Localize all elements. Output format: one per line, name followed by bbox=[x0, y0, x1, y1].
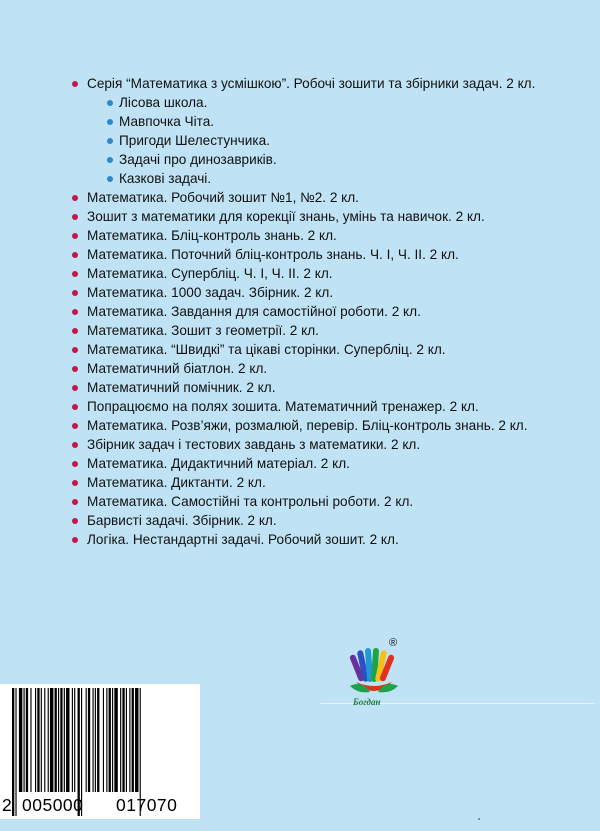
sub-list-item: Мавпочка Чіта. bbox=[87, 112, 590, 131]
barcode-bar bbox=[41, 688, 42, 792]
barcode-digits bbox=[0, 795, 200, 817]
barcode-bar bbox=[50, 688, 53, 792]
barcode-bar bbox=[129, 688, 130, 792]
barcode-bar bbox=[88, 688, 90, 792]
barcode-bar bbox=[93, 688, 94, 792]
list-item: Математика. 1000 задач. Збірник. 2 кл. bbox=[70, 283, 590, 302]
barcode-bar bbox=[86, 688, 87, 792]
barcode-group-1: 005000 bbox=[22, 795, 84, 815]
barcode-bar bbox=[66, 688, 69, 792]
list-item: Математика. Завдання для самостійної роботи. 2 кл. bbox=[70, 302, 590, 321]
barcode-bar bbox=[30, 688, 31, 792]
barcode-bar bbox=[19, 688, 22, 792]
barcode-bar bbox=[97, 688, 99, 792]
list-item: Математика. Бліц-контроль знань. 2 кл. bbox=[70, 226, 590, 245]
list-item: Математика. Зошит з геометрії. 2 кл. bbox=[70, 321, 590, 340]
barcode-bar bbox=[48, 688, 49, 792]
barcode-bar bbox=[37, 688, 39, 792]
barcode-bar bbox=[122, 688, 124, 792]
list-item: Математика. Самостійні та контрольні роботи. 2 кл. bbox=[70, 492, 590, 511]
barcode-bar bbox=[106, 688, 107, 792]
list-item: Збірник задач і тестових завдань з математики. 2 кл. bbox=[70, 435, 590, 454]
barcode-bar bbox=[64, 688, 65, 792]
barcode-bar bbox=[74, 688, 75, 792]
sub-list-item: Пригоди Шелестунчика. bbox=[87, 131, 590, 150]
list-item: Логіка. Нестандартні задачі. Робочий зошит. 2 кл. bbox=[70, 530, 590, 549]
publisher-logo bbox=[346, 637, 402, 712]
series-title: Серія “Математика з усмішкою”. Робочі зошити та збірники задач. 2 кл. bbox=[87, 76, 536, 91]
list-item: Математика. Розв’яжи, розмалюй, перевір. Бліц-контроль знань. 2 кл. bbox=[70, 416, 590, 435]
logo-wordmark: Богдан bbox=[353, 697, 381, 707]
list-item: Математика. Диктанти. 2 кл. bbox=[70, 473, 590, 492]
barcode-bar bbox=[126, 688, 127, 792]
list-item: Математичний помічник. 2 кл. bbox=[70, 378, 590, 397]
barcode-bar bbox=[120, 688, 121, 792]
barcode-bar bbox=[72, 688, 73, 792]
list-item: Математика. “Швидкі” та цікаві сторінки. Супербліц. 2 кл. bbox=[70, 340, 590, 359]
barcode-bar bbox=[60, 688, 62, 792]
barcode-bar bbox=[44, 688, 45, 792]
series-sublist bbox=[87, 93, 590, 188]
list-item: Попрацюємо на полях зошита. Математичний тренажер. 2 кл. bbox=[70, 397, 590, 416]
barcode-bar bbox=[109, 688, 111, 792]
list-item: Математика. Дидактичний матеріал. 2 кл. bbox=[70, 454, 590, 473]
barcode-bar bbox=[112, 688, 113, 792]
barcode-bar bbox=[135, 688, 138, 792]
list-item: Математичний біатлон. 2 кл. bbox=[70, 359, 590, 378]
list-item-series bbox=[70, 74, 590, 188]
sub-list-item: Задачі про динозавриків. bbox=[87, 150, 590, 169]
barcode-bar bbox=[114, 688, 117, 792]
sub-list-item: Лісова школа. bbox=[87, 93, 590, 112]
list-item: Математика. Робочий зошит №1, №2. 2 кл. bbox=[70, 188, 590, 207]
sub-list-item: Казкові задачі. bbox=[87, 169, 590, 188]
list-item: Зошит з математики для корекції знань, умінь та навичок. 2 кл. bbox=[70, 207, 590, 226]
book-list bbox=[70, 74, 590, 549]
list-item: Математика. Супербліц. Ч. І, Ч. ІІ. 2 кл. bbox=[70, 264, 590, 283]
barcode-bar bbox=[55, 688, 57, 792]
list-item: Математика. Поточний бліц-контроль знань. Ч. І, Ч. ІІ. 2 кл. bbox=[70, 245, 590, 264]
barcode-bar bbox=[26, 688, 28, 792]
barcode-bar bbox=[103, 688, 104, 792]
barcode-bar bbox=[58, 688, 59, 792]
registered-mark: ® bbox=[389, 637, 398, 649]
barcode-bar bbox=[24, 688, 25, 792]
print-dot bbox=[478, 818, 480, 820]
barcode-first-digit: 2 bbox=[2, 795, 13, 815]
barcode-bar bbox=[95, 688, 96, 792]
barcode-group-2: 017070 bbox=[116, 795, 178, 815]
barcode-bar bbox=[132, 688, 134, 792]
barcode bbox=[0, 684, 200, 819]
barcode-bar bbox=[35, 688, 36, 792]
list-item: Барвисті задачі. Збірник. 2 кл. bbox=[70, 511, 590, 530]
